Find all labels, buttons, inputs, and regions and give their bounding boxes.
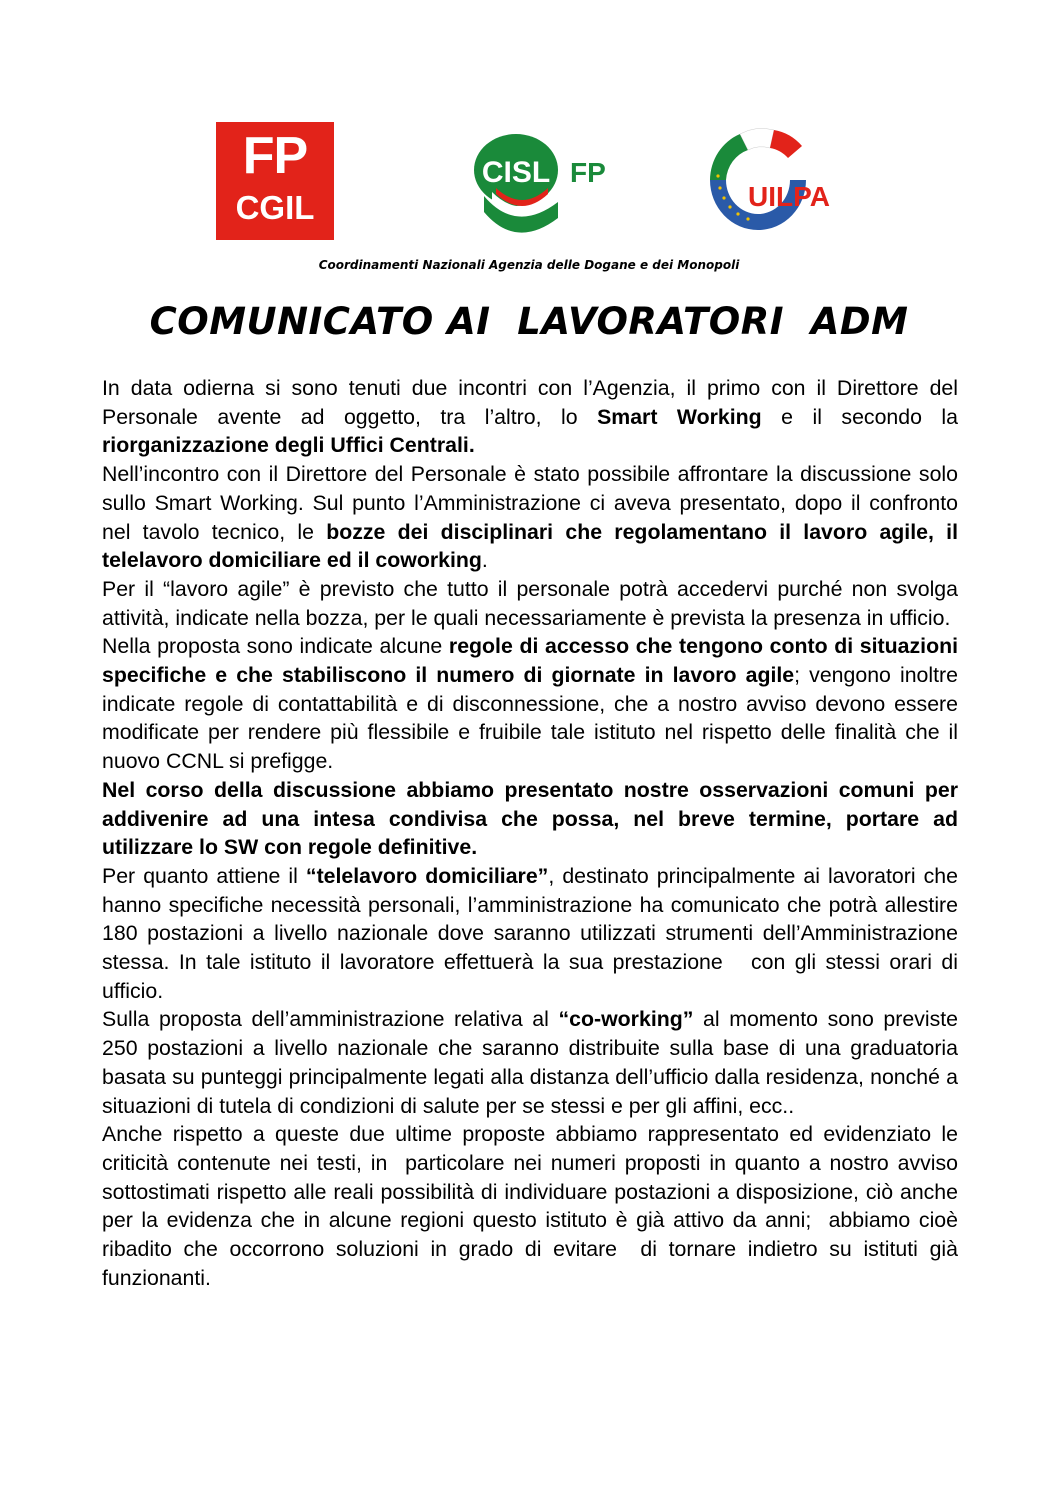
paragraph-2: Nell’incontro con il Direttore del Personale è stato possibile affrontare la discussione solo sullo Smart Working. Sul punto l’Amministrazione ci aveva presentato, dopo il confronto nel tavolo tecnico, le bozze dei disciplinari che regolamentano il lavoro agile, il telelavoro domiciliare ed il coworking. xyxy=(102,462,958,573)
fp-cgil-logo xyxy=(216,122,334,240)
paragraph-4: Nella proposta sono indicate alcune regole di accesso che tengono conto di situazioni specifiche e che stabiliscono il numero di giornate in lavoro agile; vengono inoltre indicate regole di contattabilità e di disconnessione, che a nostro avviso devono essere modificate per rendere più flessibile e fruibile tale istituto nel rispetto delle finalità che il nuovo CCNL si prefigge. xyxy=(102,634,958,774)
uilpa-logo-word: UILPA xyxy=(748,181,830,212)
communique-body xyxy=(102,374,970,1293)
paragraph-5: Nel corso della discussione abbiamo presentato nostre osservazioni comuni per addivenire ad una intesa condivisa che possa, nel breve termine, portare ad utilizzare lo SW con regole definitive. xyxy=(102,777,958,860)
paragraph-7: Sulla proposta dell’amministrazione relativa al “co-working” al momento sono previste 250 postazioni a livello nazionale che saranno distribuite sulla base di una graduatoria basata su punteggi principalmente legati alla distanza dell’ufficio dalla residenza, nonché a situazioni di tutela di condizioni di salute per se stessi e per gli affini, ecc.. xyxy=(102,1007,958,1118)
paragraph-6: Per quanto attiene il “telelavoro domiciliare”, destinato principalmente ai lavoratori che hanno specifiche necessità personali, l’amministrazione ha comunicato che potrà allestire 180 postazioni a livello nazionale dove saranno utilizzati strumenti dell’Amministrazione stessa. In tale istituto il lavoratore effettuerà la sua prestazione con gli stessi orari di ufficio. xyxy=(102,863,964,1003)
paragraph-8: Anche rispetto a queste due ultime proposte abbiamo rappresentato ed evidenziato le criticità contenute nei testi, in particolare nei numeri proposti in quanto a nostro avviso sottostimati rispetto alle reali possibilità di individuare postazioni a disposizione, ciò anche per la evidenza che in alcune regioni questo istituto è già attivo da anni; abbiamo cioè ribadito che occorrono soluzioni in grado di evitare di tornare indietro su istituti già funzionanti. xyxy=(102,1122,970,1290)
logos-row xyxy=(0,112,1058,242)
cisl-fp-logo xyxy=(466,122,626,242)
paragraph-1: In data odierna si sono tenuti due incontri con l’Agenzia, il primo con il Direttore del Personale avente ad oggetto, tra l’altro, lo Smart Working e il secondo la riorganizzazione degli Uffici Centrali. xyxy=(102,376,958,458)
page-title: COMUNICATO AI LAVORATORI ADM xyxy=(149,300,909,343)
fp-cgil-logo-cgil: CGIL xyxy=(235,189,315,226)
cisl-logo-word: CISL xyxy=(481,156,551,189)
uilpa-logo xyxy=(690,118,850,242)
coordinamenti-subtitle: Coordinamenti Nazionali Agenzia delle Dogane e dei Monopoli xyxy=(318,258,740,272)
fp-cgil-logo-fp: FP xyxy=(242,127,308,185)
paragraph-3: Per il “lavoro agile” è previsto che tutto il personale potrà accedervi purché non svolga attività, indicate nella bozza, per le quali necessariamente è prevista la presenza in ufficio. xyxy=(102,576,958,630)
cisl-logo-fp: FP xyxy=(570,157,606,188)
